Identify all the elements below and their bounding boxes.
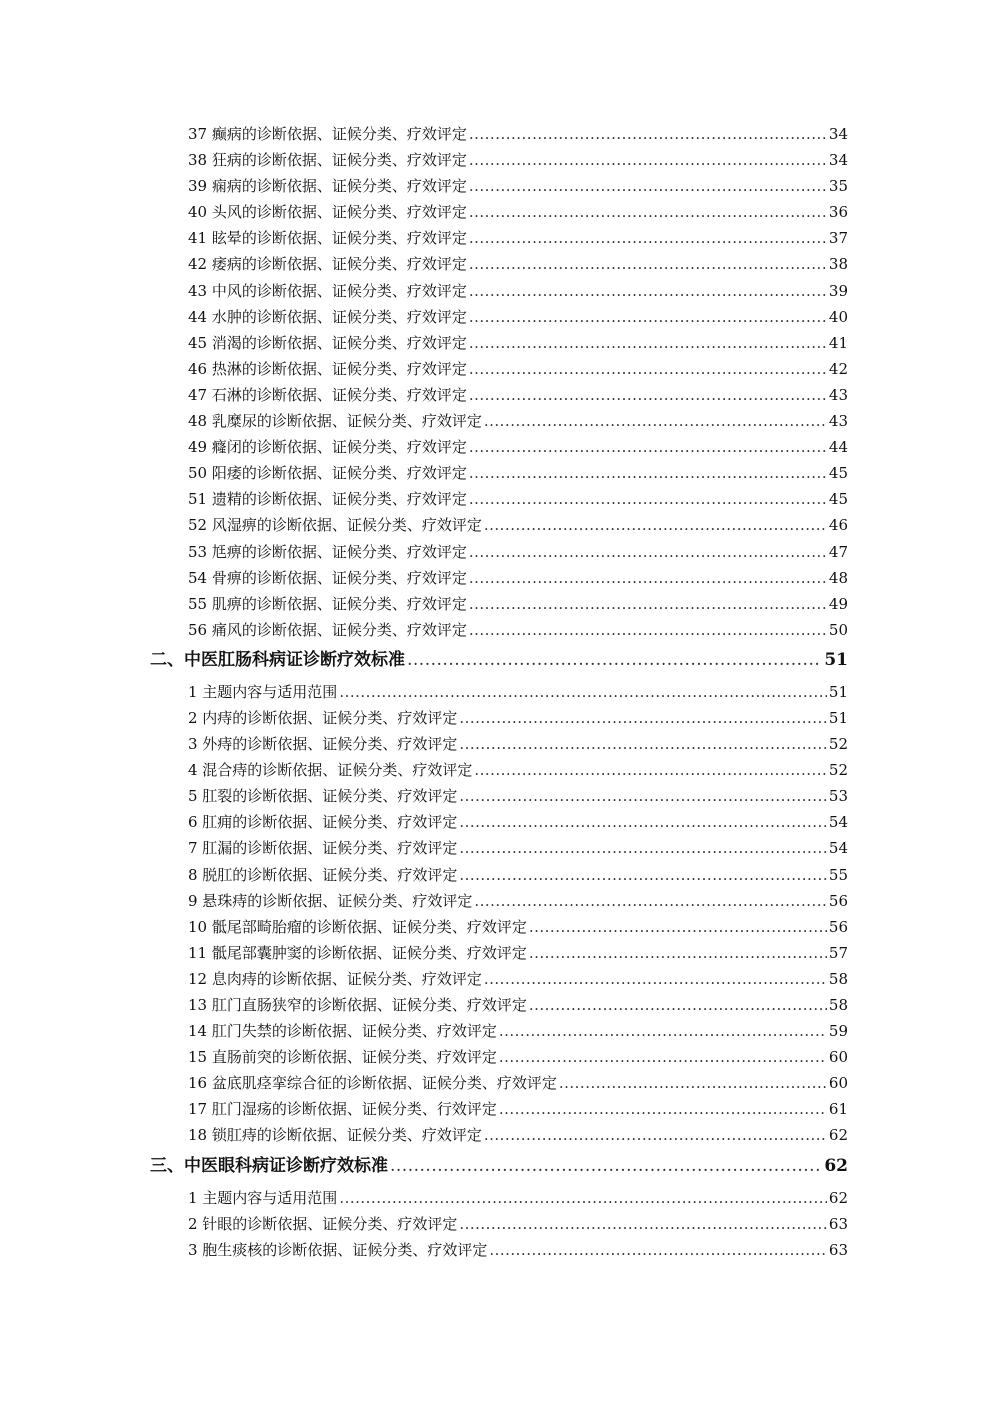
toc-entry-title: 12 息肉痔的诊断依据、证候分类、疗效评定 bbox=[188, 969, 482, 988]
toc-entry-title: 49 癃闭的诊断依据、证候分类、疗效评定 bbox=[188, 438, 467, 457]
toc-entry[interactable] bbox=[0, 1070, 999, 1096]
toc-page-number: 58 bbox=[828, 996, 848, 1014]
toc-entry-title: 51 遗精的诊断依据、证候分类、疗效评定 bbox=[188, 490, 467, 509]
toc-entry-title: 三、中医眼科病证诊断疗效标准 bbox=[150, 1155, 388, 1176]
toc-page-number: 63 bbox=[828, 1240, 848, 1259]
toc-entry[interactable] bbox=[0, 565, 999, 591]
toc-entry[interactable] bbox=[0, 121, 999, 147]
toc-entry[interactable] bbox=[0, 251, 999, 277]
toc-entry[interactable] bbox=[0, 888, 999, 914]
toc-entry-title: 52 风湿痹的诊断依据、证候分类、疗效评定 bbox=[188, 516, 482, 535]
toc-entry[interactable] bbox=[0, 1096, 999, 1122]
toc-entry-title: 48 乳糜尿的诊断依据、证候分类、疗效评定 bbox=[188, 412, 482, 431]
dot-leader bbox=[459, 783, 827, 809]
dot-leader bbox=[469, 225, 827, 251]
toc-entry-title: 38 狂病的诊断依据、证候分类、疗效评定 bbox=[188, 151, 467, 170]
toc-page-number: 44 bbox=[828, 438, 848, 457]
toc-entry-title: 2 内痔的诊断依据、证候分类、疗效评定 bbox=[188, 708, 458, 727]
toc-entry-title: 47 石淋的诊断依据、证候分类、疗效评定 bbox=[188, 385, 467, 404]
toc-entry-title: 1 主题内容与适用范围 bbox=[188, 682, 338, 701]
toc-page-number: 51 bbox=[828, 682, 848, 701]
toc-page-number: 50 bbox=[828, 620, 848, 639]
toc-entry-title: 55 肌痹的诊断依据、证候分类、疗效评定 bbox=[188, 594, 467, 613]
dot-leader bbox=[390, 1150, 822, 1183]
toc-page-number: 51 bbox=[824, 649, 848, 670]
toc-entry[interactable] bbox=[0, 460, 999, 486]
dot-leader bbox=[339, 1185, 827, 1211]
toc-page-number: 34 bbox=[828, 125, 848, 143]
toc-entry-title: 37 癫病的诊断依据、证候分类、疗效评定 bbox=[188, 125, 467, 143]
toc-page-number: 62 bbox=[824, 1155, 848, 1176]
toc-entry[interactable] bbox=[0, 356, 999, 382]
dot-leader bbox=[529, 992, 827, 1018]
toc-entry-title: 56 痛风的诊断依据、证候分类、疗效评定 bbox=[188, 620, 467, 639]
dot-leader bbox=[529, 914, 827, 940]
toc-entry-title: 46 热淋的诊断依据、证候分类、疗效评定 bbox=[188, 359, 467, 378]
toc-entry-title: 7 肛漏的诊断依据、证候分类、疗效评定 bbox=[188, 839, 458, 858]
toc-page-number: 60 bbox=[828, 1074, 848, 1093]
toc-entry[interactable] bbox=[0, 173, 999, 199]
toc-page-number: 49 bbox=[828, 594, 848, 613]
toc-entry[interactable] bbox=[0, 199, 999, 225]
dot-leader bbox=[469, 434, 827, 460]
toc-page-number: 52 bbox=[828, 761, 848, 780]
toc-entry[interactable] bbox=[0, 1237, 999, 1263]
toc-entry-title: 6 肛痈的诊断依据、证候分类、疗效评定 bbox=[188, 813, 458, 832]
toc-entry[interactable] bbox=[0, 914, 999, 940]
toc-entry-title: 5 肛裂的诊断依据、证候分类、疗效评定 bbox=[188, 787, 458, 806]
dot-leader bbox=[469, 591, 827, 617]
toc-entry[interactable] bbox=[0, 1122, 999, 1148]
toc-entry-title: 54 骨痹的诊断依据、证候分类、疗效评定 bbox=[188, 568, 467, 587]
toc-page-number: 39 bbox=[828, 281, 848, 300]
toc-entry-title: 42 痿病的诊断依据、证候分类、疗效评定 bbox=[188, 255, 467, 274]
toc-entry-title: 44 水肿的诊断依据、证候分类、疗效评定 bbox=[188, 307, 467, 326]
dot-leader bbox=[484, 1122, 827, 1148]
toc-entry[interactable] bbox=[0, 731, 999, 757]
toc-page-number: 48 bbox=[828, 568, 848, 587]
toc-page-number: 38 bbox=[828, 255, 848, 274]
toc-entry[interactable] bbox=[0, 940, 999, 966]
dot-leader bbox=[459, 809, 827, 835]
table-of-contents bbox=[0, 121, 999, 1263]
toc-entry-title: 8 脱肛的诊断依据、证候分类、疗效评定 bbox=[188, 865, 458, 884]
toc-entry[interactable] bbox=[0, 330, 999, 356]
toc-entry[interactable] bbox=[0, 1018, 999, 1044]
toc-entry[interactable] bbox=[0, 835, 999, 861]
toc-entry[interactable] bbox=[0, 1044, 999, 1070]
dot-leader bbox=[499, 1044, 827, 1070]
dot-leader bbox=[499, 1096, 827, 1122]
dot-leader bbox=[559, 1070, 827, 1096]
dot-leader bbox=[407, 644, 822, 677]
dot-leader bbox=[484, 966, 827, 992]
dot-leader bbox=[484, 408, 827, 434]
toc-entry[interactable] bbox=[0, 783, 999, 809]
toc-entry-title: 11 骶尾部囊肿窦的诊断依据、证候分类、疗效评定 bbox=[188, 943, 527, 962]
toc-page-number: 47 bbox=[828, 542, 848, 561]
toc-page-number: 59 bbox=[828, 1022, 848, 1041]
toc-entry-title: 14 肛门失禁的诊断依据、证候分类、疗效评定 bbox=[188, 1022, 497, 1041]
toc-entry-title: 13 肛门直肠狭窄的诊断依据、证候分类、疗效评定 bbox=[188, 996, 527, 1014]
toc-page-number: 56 bbox=[828, 917, 848, 936]
dot-leader bbox=[469, 330, 827, 356]
dot-leader bbox=[469, 304, 827, 330]
dot-leader bbox=[469, 251, 827, 277]
dot-leader bbox=[469, 356, 827, 382]
toc-page-number: 46 bbox=[828, 516, 848, 535]
dot-leader bbox=[474, 757, 827, 783]
dot-leader bbox=[484, 512, 827, 538]
dot-leader bbox=[474, 888, 827, 914]
toc-entry[interactable] bbox=[0, 617, 999, 643]
toc-entry-title: 10 骶尾部畸胎瘤的诊断依据、证候分类、疗效评定 bbox=[188, 917, 527, 936]
toc-page-number: 63 bbox=[828, 1214, 848, 1233]
toc-page-number: 43 bbox=[828, 412, 848, 431]
toc-entry[interactable] bbox=[0, 382, 999, 408]
dot-leader bbox=[499, 1018, 827, 1044]
dot-leader bbox=[469, 121, 827, 147]
toc-page-number: 45 bbox=[828, 464, 848, 483]
dot-leader bbox=[489, 1237, 827, 1263]
dot-leader bbox=[459, 731, 827, 757]
toc-section-heading[interactable] bbox=[0, 644, 999, 677]
toc-entry-title: 3 外痔的诊断依据、证候分类、疗效评定 bbox=[188, 735, 458, 754]
toc-entry[interactable] bbox=[0, 992, 999, 1018]
toc-entry-title: 3 胞生痰核的诊断依据、证候分类、疗效评定 bbox=[188, 1240, 488, 1259]
toc-entry[interactable] bbox=[0, 809, 999, 835]
toc-entry-title: 18 锁肛痔的诊断依据、证候分类、疗效评定 bbox=[188, 1126, 482, 1145]
toc-page-number: 35 bbox=[828, 177, 848, 196]
dot-leader bbox=[459, 835, 827, 861]
toc-entry-title: 45 消渴的诊断依据、证候分类、疗效评定 bbox=[188, 333, 467, 352]
toc-entry[interactable] bbox=[0, 304, 999, 330]
dot-leader bbox=[469, 199, 827, 225]
toc-entry[interactable] bbox=[0, 679, 999, 705]
toc-entry[interactable] bbox=[0, 486, 999, 512]
toc-entry[interactable] bbox=[0, 862, 999, 888]
toc-page-number: 57 bbox=[828, 943, 848, 962]
toc-page-number: 55 bbox=[828, 865, 848, 884]
toc-entry[interactable] bbox=[0, 1211, 999, 1237]
dot-leader bbox=[469, 617, 827, 643]
toc-entry[interactable] bbox=[0, 1185, 999, 1211]
toc-page-number: 54 bbox=[828, 813, 848, 832]
toc-page-number: 61 bbox=[828, 1100, 848, 1119]
toc-page-number: 52 bbox=[828, 735, 848, 754]
toc-page-number: 62 bbox=[828, 1188, 848, 1207]
toc-entry[interactable] bbox=[0, 147, 999, 173]
toc-section-heading[interactable] bbox=[0, 1150, 999, 1183]
toc-entry-title: 二、中医肛肠科病证诊断疗效标准 bbox=[150, 649, 405, 670]
toc-entry-title: 41 眩晕的诊断依据、证候分类、疗效评定 bbox=[188, 229, 467, 248]
toc-entry-title: 16 盆底肌痉挛综合征的诊断依据、证候分类、疗效评定 bbox=[188, 1074, 557, 1093]
dot-leader bbox=[459, 1211, 827, 1237]
toc-page-number: 42 bbox=[828, 359, 848, 378]
toc-entry[interactable] bbox=[0, 757, 999, 783]
toc-page-number: 40 bbox=[828, 307, 848, 326]
toc-page-number: 51 bbox=[828, 708, 848, 727]
toc-entry[interactable] bbox=[0, 591, 999, 617]
toc-page-number: 60 bbox=[828, 1048, 848, 1067]
toc-page-number: 53 bbox=[828, 787, 848, 806]
toc-page-number: 41 bbox=[828, 333, 848, 352]
toc-page-number: 62 bbox=[828, 1126, 848, 1145]
toc-page-number: 34 bbox=[828, 151, 848, 170]
toc-entry[interactable] bbox=[0, 966, 999, 992]
toc-entry-title: 1 主题内容与适用范围 bbox=[188, 1188, 338, 1207]
dot-leader bbox=[469, 382, 827, 408]
toc-page-number: 36 bbox=[828, 203, 848, 222]
toc-entry-title: 50 阳痿的诊断依据、证候分类、疗效评定 bbox=[188, 464, 467, 483]
dot-leader bbox=[469, 539, 827, 565]
dot-leader bbox=[469, 460, 827, 486]
toc-entry-title: 40 头风的诊断依据、证候分类、疗效评定 bbox=[188, 203, 467, 222]
toc-page-number: 54 bbox=[828, 839, 848, 858]
toc-entry[interactable] bbox=[0, 434, 999, 460]
toc-page-number: 56 bbox=[828, 891, 848, 910]
toc-entry[interactable] bbox=[0, 539, 999, 565]
toc-entry[interactable] bbox=[0, 225, 999, 251]
dot-leader bbox=[469, 278, 827, 304]
toc-entry-title: 4 混合痔的诊断依据、证候分类、疗效评定 bbox=[188, 761, 473, 780]
dot-leader bbox=[469, 565, 827, 591]
toc-entry-title: 43 中风的诊断依据、证候分类、疗效评定 bbox=[188, 281, 467, 300]
dot-leader bbox=[529, 940, 827, 966]
toc-entry-title: 17 肛门湿疡的诊断依据、证候分类、行效评定 bbox=[188, 1100, 497, 1119]
toc-entry-title: 2 针眼的诊断依据、证候分类、疗效评定 bbox=[188, 1214, 458, 1233]
toc-entry[interactable] bbox=[0, 512, 999, 538]
toc-page-number: 45 bbox=[828, 490, 848, 509]
dot-leader bbox=[459, 862, 827, 888]
dot-leader bbox=[459, 705, 827, 731]
toc-page-number: 58 bbox=[828, 969, 848, 988]
toc-entry-title: 53 尪痹的诊断依据、证候分类、疗效评定 bbox=[188, 542, 467, 561]
toc-entry[interactable] bbox=[0, 278, 999, 304]
toc-entry-title: 15 直肠前突的诊断依据、证候分类、疗效评定 bbox=[188, 1048, 497, 1067]
dot-leader bbox=[469, 173, 827, 199]
dot-leader bbox=[469, 486, 827, 512]
dot-leader bbox=[339, 679, 827, 705]
toc-page-number: 43 bbox=[828, 385, 848, 404]
toc-entry[interactable] bbox=[0, 705, 999, 731]
toc-entry-title: 9 悬珠痔的诊断依据、证候分类、疗效评定 bbox=[188, 891, 473, 910]
dot-leader bbox=[469, 147, 827, 173]
toc-entry[interactable] bbox=[0, 408, 999, 434]
toc-entry-title: 39 痫病的诊断依据、证候分类、疗效评定 bbox=[188, 177, 467, 196]
toc-page-number: 37 bbox=[828, 229, 848, 248]
